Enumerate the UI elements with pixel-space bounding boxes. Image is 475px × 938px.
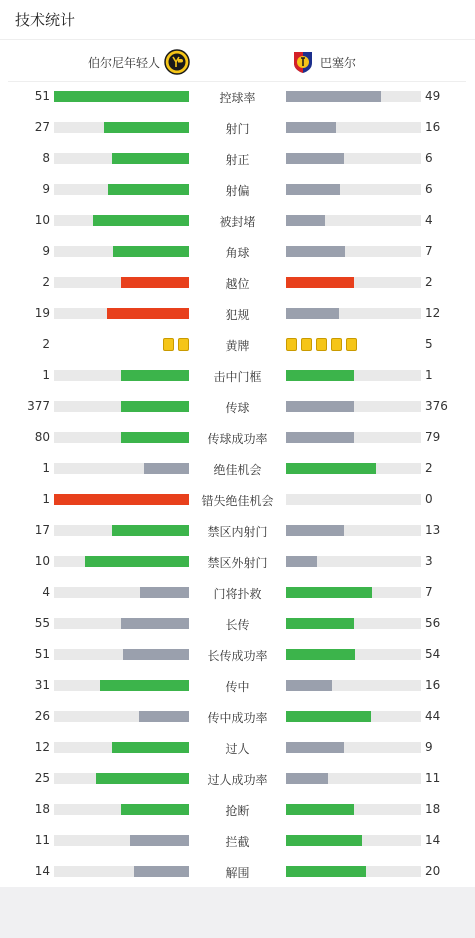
home-bar-track	[54, 773, 189, 784]
home-bar	[121, 432, 189, 443]
stat-row	[0, 81, 475, 112]
away-bar	[286, 866, 366, 877]
stat-row	[0, 112, 475, 143]
away-bar-track	[286, 711, 421, 722]
stat-label: 禁区内射门	[207, 525, 268, 539]
stat-label: 传中	[225, 680, 250, 694]
stat-label: 长传	[225, 618, 250, 632]
home-bar-track	[54, 835, 189, 846]
away-bar	[286, 680, 332, 691]
away-value: 7	[425, 244, 433, 258]
stat-label: 射门	[225, 122, 250, 136]
away-team-name: 巴塞尔	[320, 55, 357, 70]
away-bar-track	[286, 91, 421, 102]
away-value: 376	[425, 399, 448, 413]
away-bar-track	[286, 556, 421, 567]
away-bar	[286, 618, 354, 629]
stat-row	[0, 763, 475, 794]
yellow-card-icon	[178, 338, 189, 351]
stat-row	[0, 825, 475, 856]
stat-row	[0, 670, 475, 701]
away-bar-track	[286, 153, 421, 164]
home-bar	[130, 835, 189, 846]
away-bar	[286, 432, 354, 443]
away-bar-track	[286, 432, 421, 443]
stat-row	[0, 205, 475, 236]
away-team[interactable]	[290, 49, 356, 75]
away-value: 6	[425, 182, 433, 196]
stat-label: 门将扑救	[213, 587, 262, 601]
stats-list	[0, 81, 475, 887]
away-value: 16	[425, 120, 441, 134]
away-value: 5	[425, 337, 433, 351]
away-bar	[286, 308, 339, 319]
away-value: 12	[425, 306, 441, 320]
stat-label: 拦截	[225, 835, 250, 849]
basel-logo-icon	[290, 49, 316, 75]
home-bar	[139, 711, 189, 722]
home-value: 2	[42, 337, 50, 351]
home-bar-track	[54, 401, 189, 412]
home-bar-track	[54, 804, 189, 815]
away-bar-track	[286, 308, 421, 319]
away-bar	[286, 773, 328, 784]
home-value: 4	[42, 585, 50, 599]
away-value: 6	[425, 151, 433, 165]
away-value: 11	[425, 771, 441, 785]
home-team[interactable]	[88, 49, 190, 75]
home-value: 55	[34, 616, 50, 630]
away-bar-track	[286, 370, 421, 381]
home-bar-track	[54, 91, 189, 102]
home-value: 26	[34, 709, 50, 723]
stat-label: 禁区外射门	[207, 556, 268, 570]
stat-row	[0, 701, 475, 732]
home-value: 1	[42, 368, 50, 382]
home-value: 2	[42, 275, 50, 289]
away-yellow-cards	[286, 338, 357, 351]
yellow-card-icon	[301, 338, 312, 351]
away-bar	[286, 370, 354, 381]
stat-label: 控球率	[219, 91, 256, 105]
stat-label: 长传成功率	[207, 649, 268, 663]
away-bar	[286, 122, 336, 133]
away-bar	[286, 215, 325, 226]
away-bar-track	[286, 680, 421, 691]
home-bar	[113, 246, 189, 257]
home-bar	[108, 184, 189, 195]
away-value: 18	[425, 802, 441, 816]
away-bar	[286, 401, 354, 412]
home-bar-track	[54, 742, 189, 753]
teams-header	[8, 41, 466, 82]
home-value: 1	[42, 492, 50, 506]
away-value: 44	[425, 709, 441, 723]
away-value: 49	[425, 89, 441, 103]
away-bar	[286, 525, 344, 536]
stat-row	[0, 639, 475, 670]
home-bar-track	[54, 246, 189, 257]
home-bar-track	[54, 680, 189, 691]
home-value: 14	[34, 864, 50, 878]
stat-label: 击中门框	[213, 370, 262, 384]
home-bar-track	[54, 184, 189, 195]
home-value: 31	[34, 678, 50, 692]
away-bar-track	[286, 246, 421, 257]
stat-row	[0, 422, 475, 453]
home-value: 18	[34, 802, 50, 816]
stat-row	[0, 484, 475, 515]
stat-label: 黄牌	[225, 339, 250, 353]
home-bar-track	[54, 463, 189, 474]
home-bar	[112, 525, 189, 536]
stat-row	[0, 794, 475, 825]
home-bar	[144, 463, 189, 474]
away-bar	[286, 556, 317, 567]
away-bar	[286, 153, 344, 164]
stat-label: 抢断	[225, 804, 250, 818]
home-bar-track	[54, 215, 189, 226]
home-bar-track	[54, 556, 189, 567]
home-bar-track	[54, 587, 189, 598]
stat-row	[0, 732, 475, 763]
home-value: 10	[34, 554, 50, 568]
away-bar	[286, 649, 355, 660]
stat-row	[0, 174, 475, 205]
page-title: 技术统计	[15, 11, 76, 29]
home-value: 11	[34, 833, 50, 847]
home-bar	[121, 277, 189, 288]
panel-header	[0, 0, 475, 40]
home-bar	[54, 494, 189, 505]
home-yellow-cards	[163, 338, 189, 351]
away-value: 7	[425, 585, 433, 599]
away-value: 14	[425, 833, 441, 847]
stat-row	[0, 329, 475, 360]
away-bar-track	[286, 742, 421, 753]
away-bar	[286, 463, 376, 474]
away-value: 0	[425, 492, 433, 506]
home-bar	[121, 804, 189, 815]
home-bar	[134, 866, 189, 877]
stat-label: 过人	[225, 742, 250, 756]
home-bar	[85, 556, 189, 567]
away-bar	[286, 835, 362, 846]
home-bar	[121, 618, 189, 629]
away-value: 2	[425, 461, 433, 475]
home-bar	[93, 215, 189, 226]
home-bar	[100, 680, 189, 691]
home-value: 17	[34, 523, 50, 537]
home-bar-track	[54, 525, 189, 536]
away-value: 13	[425, 523, 441, 537]
home-team-name: 伯尔尼年轻人	[87, 55, 160, 70]
stat-row	[0, 298, 475, 329]
home-bar-track	[54, 370, 189, 381]
stat-label: 传球成功率	[207, 432, 268, 446]
young-boys-logo-icon	[164, 49, 190, 75]
away-value: 54	[425, 647, 441, 661]
away-value: 56	[425, 616, 441, 630]
away-value: 2	[425, 275, 433, 289]
home-bar	[112, 153, 189, 164]
yellow-card-icon	[286, 338, 297, 351]
stat-label: 过人成功率	[207, 773, 268, 787]
home-value: 19	[34, 306, 50, 320]
away-bar	[286, 246, 345, 257]
stat-label: 解围	[225, 866, 250, 880]
home-value: 377	[27, 399, 50, 413]
away-bar	[286, 742, 344, 753]
home-bar	[121, 401, 189, 412]
yellow-card-icon	[316, 338, 327, 351]
stat-label: 绝佳机会	[213, 463, 262, 477]
home-bar-track	[54, 618, 189, 629]
stat-row	[0, 608, 475, 639]
stat-label: 传中成功率	[207, 711, 268, 725]
away-bar-track	[286, 215, 421, 226]
home-value: 12	[34, 740, 50, 754]
away-bar-track	[286, 866, 421, 877]
home-bar	[112, 742, 189, 753]
away-bar-track	[286, 525, 421, 536]
stat-label: 射偏	[225, 184, 250, 198]
home-bar-track	[54, 711, 189, 722]
away-value: 16	[425, 678, 441, 692]
away-bar-track	[286, 804, 421, 815]
stat-row	[0, 391, 475, 422]
away-value: 3	[425, 554, 433, 568]
home-value: 8	[42, 151, 50, 165]
away-bar-track	[286, 401, 421, 412]
stat-row	[0, 577, 475, 608]
yellow-card-icon	[331, 338, 342, 351]
away-bar-track	[286, 184, 421, 195]
home-bar-track	[54, 649, 189, 660]
stat-row	[0, 515, 475, 546]
away-bar-track	[286, 463, 421, 474]
home-value: 51	[34, 647, 50, 661]
away-bar-track	[286, 587, 421, 598]
away-bar-track	[286, 122, 421, 133]
home-value: 9	[42, 182, 50, 196]
stat-row	[0, 143, 475, 174]
home-value: 51	[34, 89, 50, 103]
home-bar-track	[54, 122, 189, 133]
away-bar	[286, 184, 340, 195]
stat-row	[0, 453, 475, 484]
away-value: 1	[425, 368, 433, 382]
home-value: 27	[34, 120, 50, 134]
stat-label: 错失绝佳机会	[201, 494, 274, 508]
home-bar-track	[54, 866, 189, 877]
away-bar	[286, 804, 354, 815]
away-bar	[286, 711, 371, 722]
away-bar-track	[286, 618, 421, 629]
stat-row	[0, 267, 475, 298]
away-bar	[286, 277, 354, 288]
stat-row	[0, 856, 475, 887]
home-value: 80	[34, 430, 50, 444]
home-bar	[107, 308, 189, 319]
stat-row	[0, 236, 475, 267]
stat-label: 射正	[225, 153, 250, 167]
home-bar-track	[54, 432, 189, 443]
home-bar-track	[54, 277, 189, 288]
home-bar	[140, 587, 189, 598]
home-bar	[123, 649, 189, 660]
yellow-card-icon	[163, 338, 174, 351]
stat-label: 犯规	[225, 308, 250, 322]
away-value: 20	[425, 864, 441, 878]
home-value: 25	[34, 771, 50, 785]
home-bar	[96, 773, 189, 784]
away-bar-track	[286, 835, 421, 846]
away-value: 4	[425, 213, 433, 227]
stat-label: 越位	[225, 277, 250, 291]
stat-label: 角球	[225, 246, 250, 260]
away-value: 79	[425, 430, 441, 444]
home-value: 1	[42, 461, 50, 475]
away-value: 9	[425, 740, 433, 754]
home-value: 10	[34, 213, 50, 227]
home-bar	[54, 91, 189, 102]
home-value: 9	[42, 244, 50, 258]
home-bar-track	[54, 494, 189, 505]
away-bar	[286, 91, 381, 102]
stat-row	[0, 360, 475, 391]
away-bar-track	[286, 773, 421, 784]
home-bar-track	[54, 153, 189, 164]
stat-label: 被封堵	[219, 215, 256, 229]
away-bar-track	[286, 649, 421, 660]
away-bar-track	[286, 494, 421, 505]
away-bar-track	[286, 277, 421, 288]
stat-row	[0, 546, 475, 577]
away-bar	[286, 587, 372, 598]
home-bar	[104, 122, 189, 133]
home-bar-track	[54, 308, 189, 319]
stat-label: 传球	[225, 401, 250, 415]
yellow-card-icon	[346, 338, 357, 351]
home-bar	[121, 370, 189, 381]
